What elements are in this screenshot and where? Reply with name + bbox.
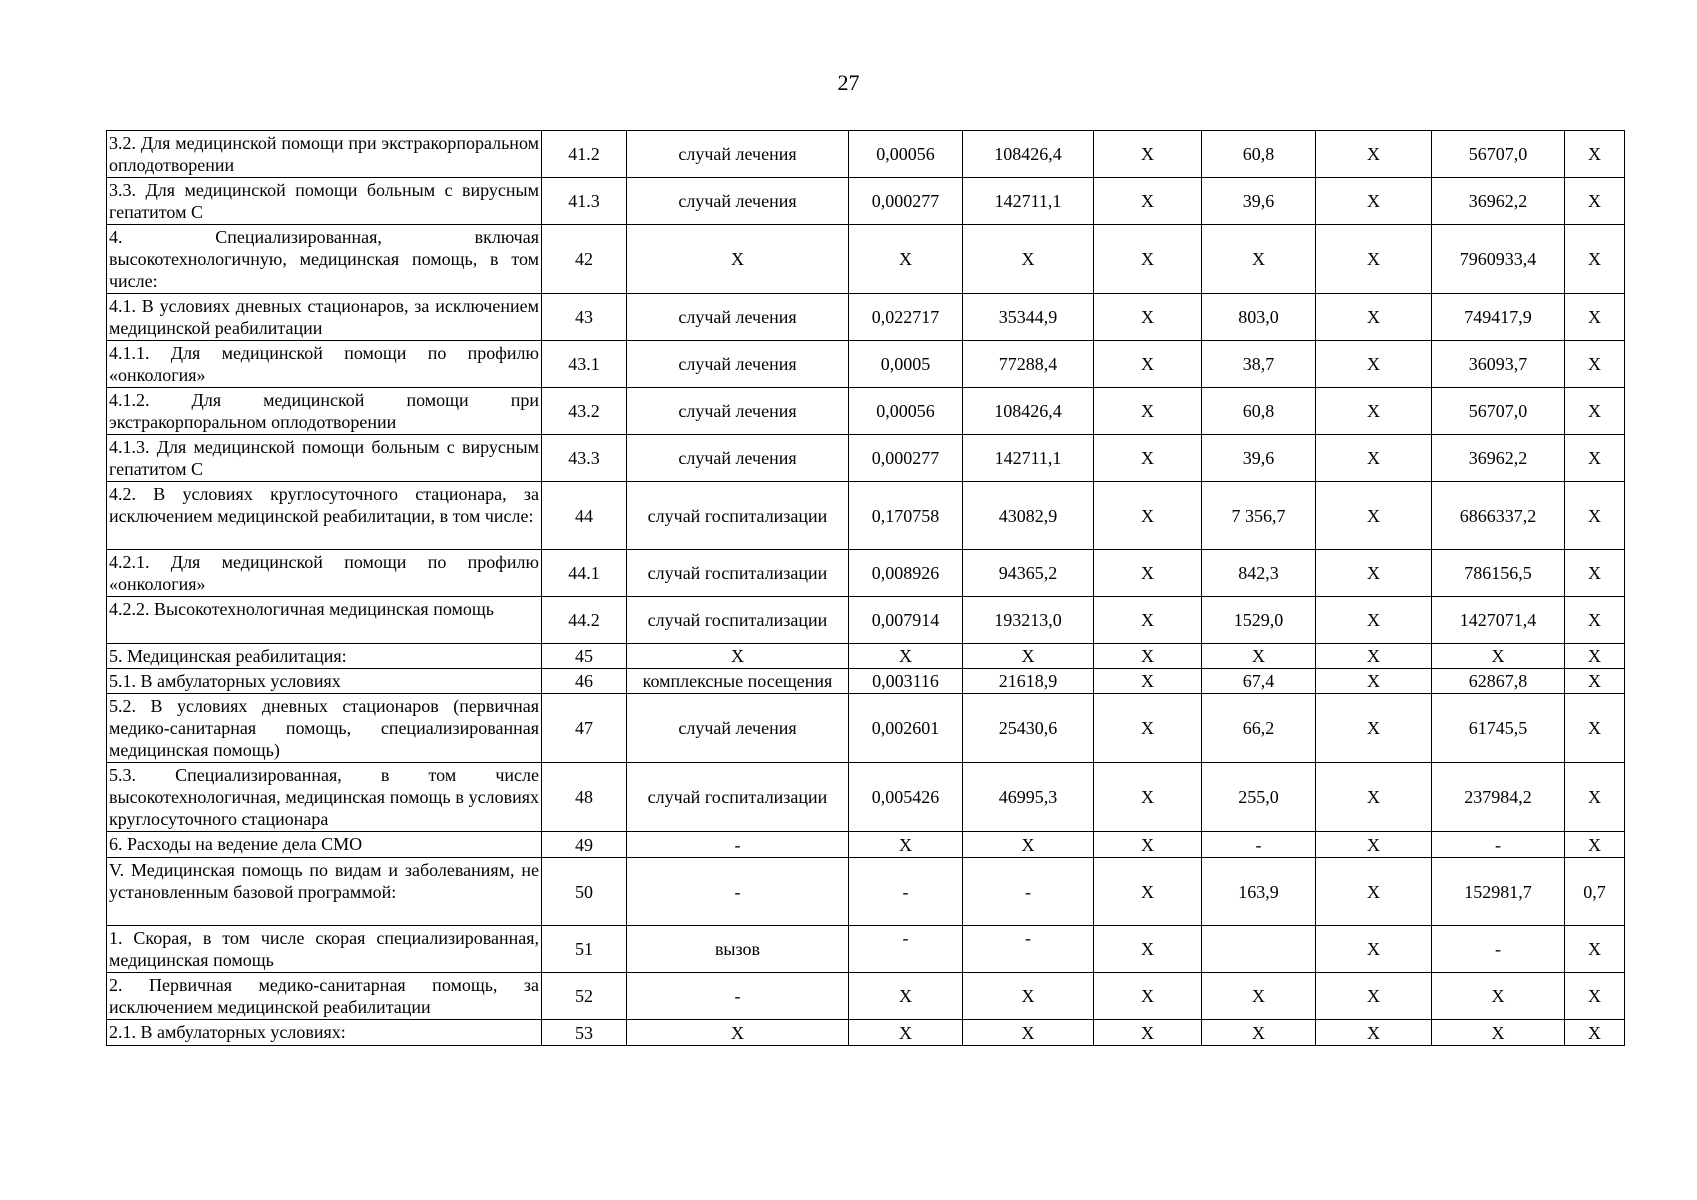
cost-budget-cell: Х — [1316, 435, 1432, 482]
cost-budget-cell: Х — [1316, 644, 1432, 669]
line-number-cell: 49 — [542, 832, 627, 858]
share-cell: Х — [1565, 294, 1625, 341]
share-cell: Х — [1565, 1020, 1625, 1046]
line-number-cell: 41.3 — [542, 178, 627, 225]
norm-cost-cell: Х — [963, 832, 1094, 858]
cost-oms-cell: 7960933,4 — [1432, 225, 1565, 294]
line-number-cell: 45 — [542, 644, 627, 669]
unit-cell: - — [627, 832, 849, 858]
table-row — [107, 858, 1625, 926]
norm-volume-cell: 0,002601 — [849, 694, 963, 763]
table-row — [107, 926, 1625, 973]
per-capita-budget-cell: Х — [1094, 832, 1202, 858]
cost-oms-cell: - — [1432, 832, 1565, 858]
per-capita-budget-cell: Х — [1094, 341, 1202, 388]
share-cell: 0,7 — [1565, 858, 1625, 926]
cost-budget-cell: Х — [1316, 131, 1432, 178]
unit-cell: случай лечения — [627, 294, 849, 341]
cost-oms-cell: 56707,0 — [1432, 131, 1565, 178]
share-cell: Х — [1565, 644, 1625, 669]
line-number-cell: 50 — [542, 858, 627, 926]
norm-cost-cell: 142711,1 — [963, 435, 1094, 482]
norm-volume-cell: - — [849, 926, 963, 973]
line-number-cell: 44 — [542, 482, 627, 550]
cost-budget-cell: Х — [1316, 225, 1432, 294]
cost-oms-cell: 237984,2 — [1432, 763, 1565, 832]
per-capita-oms-cell: 842,3 — [1202, 550, 1316, 597]
cost-budget-cell: Х — [1316, 597, 1432, 644]
norm-cost-cell: 142711,1 — [963, 178, 1094, 225]
unit-cell: случай лечения — [627, 341, 849, 388]
row-name-cell: 2.1. В амбулаторных условиях: — [107, 1020, 542, 1046]
table-row — [107, 178, 1625, 225]
norm-volume-cell: Х — [849, 644, 963, 669]
line-number-cell: 48 — [542, 763, 627, 832]
share-cell: Х — [1565, 669, 1625, 694]
unit-cell: случай лечения — [627, 435, 849, 482]
table-row — [107, 973, 1625, 1020]
share-cell: Х — [1565, 225, 1625, 294]
norm-volume-cell: Х — [849, 973, 963, 1020]
per-capita-budget-cell: Х — [1094, 763, 1202, 832]
row-name-cell: 4.2. В условиях круглосуточного стационара, за исключением медицинской реабилитации, в том числе: — [107, 482, 542, 550]
share-cell: Х — [1565, 388, 1625, 435]
per-capita-oms-cell: 38,7 — [1202, 341, 1316, 388]
table-row — [107, 225, 1625, 294]
per-capita-budget-cell: Х — [1094, 694, 1202, 763]
norm-volume-cell: 0,000277 — [849, 435, 963, 482]
per-capita-budget-cell: Х — [1094, 1020, 1202, 1046]
norm-cost-cell: 77288,4 — [963, 341, 1094, 388]
line-number-cell: 51 — [542, 926, 627, 973]
per-capita-oms-cell: 39,6 — [1202, 178, 1316, 225]
line-number-cell: 46 — [542, 669, 627, 694]
unit-cell: случай лечения — [627, 694, 849, 763]
row-name-cell: 6. Расходы на ведение дела СМО — [107, 832, 542, 858]
norm-cost-cell: - — [963, 926, 1094, 973]
share-cell: Х — [1565, 973, 1625, 1020]
norm-volume-cell: 0,170758 — [849, 482, 963, 550]
norm-cost-cell: 35344,9 — [963, 294, 1094, 341]
share-cell: Х — [1565, 482, 1625, 550]
cost-budget-cell: Х — [1316, 763, 1432, 832]
line-number-cell: 42 — [542, 225, 627, 294]
row-name-cell: 5. Медицинская реабилитация: — [107, 644, 542, 669]
norm-volume-cell: 0,000277 — [849, 178, 963, 225]
share-cell: Х — [1565, 131, 1625, 178]
page-number: 27 — [837, 70, 860, 95]
row-name-cell: 4.1.1. Для медицинской помощи по профилю «онкология» — [107, 341, 542, 388]
share-cell: Х — [1565, 178, 1625, 225]
row-name-cell: 3.3. Для медицинской помощи больным с вирусным гепатитом С — [107, 178, 542, 225]
per-capita-budget-cell: Х — [1094, 858, 1202, 926]
cost-oms-cell: 36962,2 — [1432, 178, 1565, 225]
per-capita-oms-cell: Х — [1202, 1020, 1316, 1046]
per-capita-budget-cell: Х — [1094, 926, 1202, 973]
norm-cost-cell: Х — [963, 973, 1094, 1020]
norm-volume-cell: - — [849, 858, 963, 926]
cost-oms-cell: 1427071,4 — [1432, 597, 1565, 644]
norm-cost-cell: 108426,4 — [963, 131, 1094, 178]
norm-cost-cell: Х — [963, 225, 1094, 294]
per-capita-budget-cell: Х — [1094, 388, 1202, 435]
per-capita-budget-cell: Х — [1094, 131, 1202, 178]
row-name-cell: 4.2.1. Для медицинской помощи по профилю «онкология» — [107, 550, 542, 597]
cost-budget-cell: Х — [1316, 482, 1432, 550]
per-capita-oms-cell: - — [1202, 832, 1316, 858]
cost-oms-cell: Х — [1432, 1020, 1565, 1046]
table-row — [107, 694, 1625, 763]
share-cell: Х — [1565, 550, 1625, 597]
line-number-cell: 41.2 — [542, 131, 627, 178]
cost-oms-cell: 6866337,2 — [1432, 482, 1565, 550]
row-name-cell: 2. Первичная медико-санитарная помощь, за исключением медицинской реабилитации — [107, 973, 542, 1020]
norm-cost-cell: Х — [963, 644, 1094, 669]
norm-volume-cell: 0,00056 — [849, 131, 963, 178]
share-cell: Х — [1565, 763, 1625, 832]
table-row — [107, 388, 1625, 435]
unit-cell: случай лечения — [627, 131, 849, 178]
unit-cell: - — [627, 973, 849, 1020]
per-capita-budget-cell: Х — [1094, 435, 1202, 482]
per-capita-oms-cell: 7 356,7 — [1202, 482, 1316, 550]
norm-volume-cell: 0,00056 — [849, 388, 963, 435]
cost-budget-cell: Х — [1316, 388, 1432, 435]
cost-oms-cell: 36962,2 — [1432, 435, 1565, 482]
norm-volume-cell: 0,005426 — [849, 763, 963, 832]
table-row — [107, 550, 1625, 597]
data-table — [106, 130, 1625, 1046]
norm-volume-cell: 0,003116 — [849, 669, 963, 694]
norm-volume-cell: 0,008926 — [849, 550, 963, 597]
norm-cost-cell: Х — [963, 1020, 1094, 1046]
norm-volume-cell: 0,022717 — [849, 294, 963, 341]
cost-oms-cell: Х — [1432, 644, 1565, 669]
line-number-cell: 43.3 — [542, 435, 627, 482]
share-cell: Х — [1565, 341, 1625, 388]
cost-budget-cell: Х — [1316, 550, 1432, 597]
cost-budget-cell: Х — [1316, 832, 1432, 858]
norm-cost-cell: 21618,9 — [963, 669, 1094, 694]
row-name-cell: 4.2.2. Высокотехнологичная медицинская помощь — [107, 597, 542, 644]
norm-cost-cell: 94365,2 — [963, 550, 1094, 597]
unit-cell: Х — [627, 644, 849, 669]
line-number-cell: 52 — [542, 973, 627, 1020]
share-cell: Х — [1565, 694, 1625, 763]
norm-volume-cell: Х — [849, 832, 963, 858]
norm-cost-cell: - — [963, 858, 1094, 926]
per-capita-oms-cell: Х — [1202, 973, 1316, 1020]
cost-budget-cell: Х — [1316, 294, 1432, 341]
table-row — [107, 341, 1625, 388]
cost-budget-cell: Х — [1316, 178, 1432, 225]
unit-cell: случай госпитализации — [627, 482, 849, 550]
cost-budget-cell: Х — [1316, 858, 1432, 926]
norm-volume-cell: 0,007914 — [849, 597, 963, 644]
cost-oms-cell: 152981,7 — [1432, 858, 1565, 926]
table-row — [107, 669, 1625, 694]
table-row — [107, 1020, 1625, 1046]
cost-oms-cell: 56707,0 — [1432, 388, 1565, 435]
norm-cost-cell: 108426,4 — [963, 388, 1094, 435]
table-row — [107, 644, 1625, 669]
unit-cell: случай лечения — [627, 388, 849, 435]
line-number-cell: 47 — [542, 694, 627, 763]
norm-cost-cell: 193213,0 — [963, 597, 1094, 644]
per-capita-oms-cell: 1529,0 — [1202, 597, 1316, 644]
unit-cell: случай госпитализации — [627, 597, 849, 644]
unit-cell: случай лечения — [627, 178, 849, 225]
table-row — [107, 482, 1625, 550]
row-name-cell: V. Медицинская помощь по видам и заболеваниям, не установленным базовой программой: — [107, 858, 542, 926]
per-capita-oms-cell: Х — [1202, 225, 1316, 294]
per-capita-oms-cell: 255,0 — [1202, 763, 1316, 832]
unit-cell: вызов — [627, 926, 849, 973]
share-cell: Х — [1565, 832, 1625, 858]
unit-cell: - — [627, 858, 849, 926]
per-capita-budget-cell: Х — [1094, 550, 1202, 597]
cost-budget-cell: Х — [1316, 341, 1432, 388]
per-capita-oms-cell: 803,0 — [1202, 294, 1316, 341]
table-row — [107, 597, 1625, 644]
cost-oms-cell: 749417,9 — [1432, 294, 1565, 341]
unit-cell: комплексные посещения — [627, 669, 849, 694]
unit-cell: случай госпитализации — [627, 550, 849, 597]
norm-volume-cell: Х — [849, 225, 963, 294]
cost-oms-cell: - — [1432, 926, 1565, 973]
line-number-cell: 43.1 — [542, 341, 627, 388]
row-name-cell: 4.1.2. Для медицинской помощи при экстракорпоральном оплодотворении — [107, 388, 542, 435]
table-row — [107, 131, 1625, 178]
row-name-cell: 5.2. В условиях дневных стационаров (первичная медико-санитарная помощь, специализированная медицинская помощь) — [107, 694, 542, 763]
per-capita-budget-cell: Х — [1094, 294, 1202, 341]
per-capita-oms-cell: 39,6 — [1202, 435, 1316, 482]
cost-budget-cell: Х — [1316, 973, 1432, 1020]
table-row — [107, 832, 1625, 858]
share-cell: Х — [1565, 926, 1625, 973]
line-number-cell: 44.2 — [542, 597, 627, 644]
cost-budget-cell: Х — [1316, 1020, 1432, 1046]
per-capita-oms-cell: 163,9 — [1202, 858, 1316, 926]
norm-volume-cell: 0,0005 — [849, 341, 963, 388]
norm-cost-cell: 46995,3 — [963, 763, 1094, 832]
row-name-cell: 5.3. Специализированная, в том числе высокотехнологичная, медицинская помощь в условиях круглосуточного стационара — [107, 763, 542, 832]
table-row — [107, 435, 1625, 482]
cost-oms-cell: 62867,8 — [1432, 669, 1565, 694]
per-capita-oms-cell: 67,4 — [1202, 669, 1316, 694]
per-capita-budget-cell: Х — [1094, 644, 1202, 669]
line-number-cell: 53 — [542, 1020, 627, 1046]
row-name-cell: 4.1. В условиях дневных стационаров, за исключением медицинской реабилитации — [107, 294, 542, 341]
share-cell: Х — [1565, 435, 1625, 482]
row-name-cell: 4.1.3. Для медицинской помощи больным с вирусным гепатитом С — [107, 435, 542, 482]
per-capita-budget-cell: Х — [1094, 178, 1202, 225]
per-capita-budget-cell: Х — [1094, 973, 1202, 1020]
per-capita-budget-cell: Х — [1094, 482, 1202, 550]
cost-budget-cell: Х — [1316, 669, 1432, 694]
norm-cost-cell: 25430,6 — [963, 694, 1094, 763]
cost-budget-cell: Х — [1316, 926, 1432, 973]
unit-cell: случай госпитализации — [627, 763, 849, 832]
per-capita-budget-cell: Х — [1094, 669, 1202, 694]
per-capita-oms-cell: 66,2 — [1202, 694, 1316, 763]
share-cell: Х — [1565, 597, 1625, 644]
unit-cell: Х — [627, 225, 849, 294]
cost-oms-cell: 786156,5 — [1432, 550, 1565, 597]
norm-cost-cell: 43082,9 — [963, 482, 1094, 550]
cost-oms-cell: 36093,7 — [1432, 341, 1565, 388]
line-number-cell: 43 — [542, 294, 627, 341]
row-name-cell: 4. Специализированная, включая высокотехнологичную, медицинская помощь, в том числе: — [107, 225, 542, 294]
line-number-cell: 44.1 — [542, 550, 627, 597]
per-capita-oms-cell — [1202, 926, 1316, 973]
row-name-cell: 1. Скорая, в том числе скорая специализированная, медицинская помощь — [107, 926, 542, 973]
unit-cell: Х — [627, 1020, 849, 1046]
table-row — [107, 294, 1625, 341]
row-name-cell: 5.1. В амбулаторных условиях — [107, 669, 542, 694]
cost-oms-cell: Х — [1432, 973, 1565, 1020]
cost-oms-cell: 61745,5 — [1432, 694, 1565, 763]
norm-volume-cell: Х — [849, 1020, 963, 1046]
per-capita-oms-cell: 60,8 — [1202, 388, 1316, 435]
cost-budget-cell: Х — [1316, 694, 1432, 763]
row-name-cell: 3.2. Для медицинской помощи при экстракорпоральном оплодотворении — [107, 131, 542, 178]
per-capita-budget-cell: Х — [1094, 597, 1202, 644]
table-row — [107, 763, 1625, 832]
per-capita-oms-cell: Х — [1202, 644, 1316, 669]
per-capita-oms-cell: 60,8 — [1202, 131, 1316, 178]
per-capita-budget-cell: Х — [1094, 225, 1202, 294]
line-number-cell: 43.2 — [542, 388, 627, 435]
